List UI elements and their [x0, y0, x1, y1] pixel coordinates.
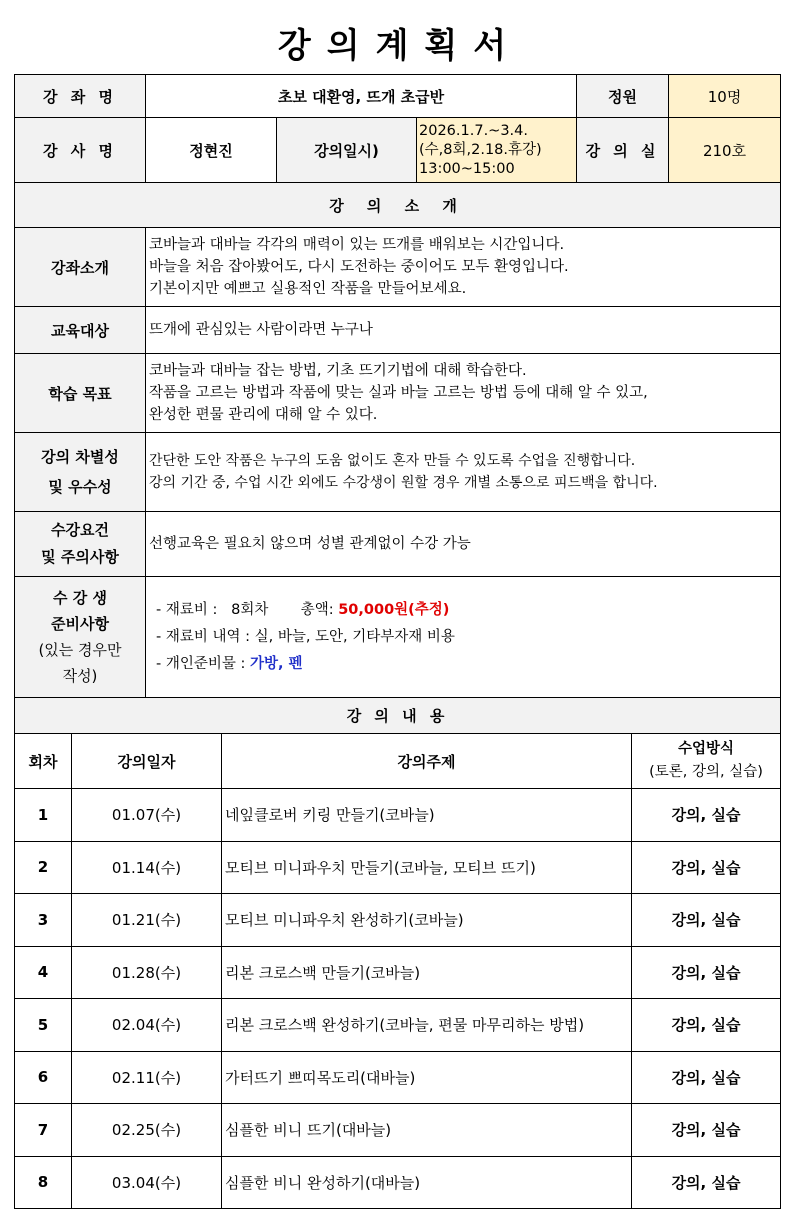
date-cell: 02.04(수) [72, 999, 222, 1052]
method-cell: 강의, 실습 [632, 894, 781, 947]
prep-personal-text: - 개인준비물 : [156, 655, 250, 672]
preparation-label-line: 수 강 생 [53, 589, 107, 607]
goal-label: 학습 목표 [15, 354, 146, 433]
course-name-value: 초보 대환영, 뜨개 초급반 [146, 75, 577, 118]
date-cell: 01.07(수) [72, 789, 222, 842]
room-value: 210호 [669, 118, 781, 183]
summary-line: 코바늘과 대바늘 각각의 매력이 있는 뜨개를 배워보는 시간입니다. [149, 237, 565, 253]
instructor-label: 강 사 명 [15, 118, 146, 183]
goal-line: 작품을 고르는 방법과 작품에 맞는 실과 바늘 고르는 방법 등에 대해 알 수 있고, [149, 385, 648, 401]
schedule-value [417, 118, 577, 183]
header-date: 강의일자 [72, 734, 222, 789]
prep-fee-text: - 재료비 : 8회차 총액: [156, 601, 339, 618]
course-name-label: 강 좌 명 [15, 75, 146, 118]
topic-cell: 심플한 비니 완성하기(대바늘) [222, 1156, 632, 1209]
method-cell: 강의, 실습 [632, 999, 781, 1052]
capacity-label: 정원 [577, 75, 669, 118]
date-cell: 02.25(수) [72, 1104, 222, 1157]
strength-label-line: 및 우수성 [48, 478, 112, 496]
table-row [15, 841, 781, 894]
summary-line: 기본이지만 예쁘고 실용적인 작품을 만들어보세요. [149, 281, 467, 297]
table-row [15, 1156, 781, 1209]
summary-line: 바늘을 처음 잡아봤어도, 다시 도전하는 중이어도 모두 환영입니다. [149, 259, 569, 275]
topic-cell: 네잎클로버 키링 만들기(코바늘) [222, 789, 632, 842]
strength-line: 간단한 도안 작품은 누구의 도움 없이도 혼자 만들 수 있도록 수업을 진행합니다. [149, 453, 636, 469]
topic-cell: 심플한 비니 뜨기(대바늘) [222, 1104, 632, 1157]
prep-detail-line: - 재료비 내역 : 실, 바늘, 도안, 기타부자재 비용 [156, 628, 455, 645]
round-cell: 4 [15, 946, 72, 999]
topic-cell: 리본 크로스백 완성하기(코바늘, 편물 마무리하는 방법) [222, 999, 632, 1052]
requirement-label-line: 수강요건 [51, 521, 109, 539]
round-cell: 6 [15, 1051, 72, 1104]
summary-value [146, 228, 781, 307]
goal-line: 완성한 편물 관리에 대해 알 수 있다. [149, 407, 378, 423]
method-cell: 강의, 실습 [632, 789, 781, 842]
round-cell: 2 [15, 841, 72, 894]
preparation-label-line: 작성) [62, 667, 98, 685]
round-cell: 3 [15, 894, 72, 947]
date-cell: 02.11(수) [72, 1051, 222, 1104]
topic-cell: 모티브 미니파우치 만들기(코바늘, 모티브 뜨기) [222, 841, 632, 894]
round-cell: 5 [15, 999, 72, 1052]
preparation-label-line: 준비사항 [51, 615, 109, 633]
prep-personal-items: 가방, 펜 [249, 655, 303, 672]
preparation-value [146, 577, 781, 698]
topic-cell: 리본 크로스백 만들기(코바늘) [222, 946, 632, 999]
schedule-line: (수,8회,2.18.휴강) [419, 141, 542, 158]
content-section-title: 강 의 내 용 [15, 698, 781, 734]
target-value: 뜨개에 관심있는 사람이라면 누구나 [146, 307, 781, 354]
round-cell: 8 [15, 1156, 72, 1209]
schedule-line: 13:00~15:00 [419, 160, 515, 177]
plan-table [14, 74, 781, 698]
table-row [15, 1051, 781, 1104]
date-cell: 01.14(수) [72, 841, 222, 894]
header-round: 회차 [15, 734, 72, 789]
header-method [632, 734, 781, 789]
table-row [15, 789, 781, 842]
header-method-title: 수업방식 [677, 741, 735, 757]
intro-section-title: 강 의 소 개 [15, 183, 781, 228]
page-title: 강의계획서 [277, 26, 523, 66]
table-row [15, 946, 781, 999]
target-label: 교육대상 [15, 307, 146, 354]
header-topic: 강의주제 [222, 734, 632, 789]
strength-label [15, 433, 146, 512]
requirement-value: 선행교육은 필요치 않으며 성별 관계없이 수강 가능 [146, 512, 781, 577]
method-cell: 강의, 실습 [632, 946, 781, 999]
strength-line: 강의 기간 중, 수업 시간 외에도 수강생이 원할 경우 개별 소통으로 피드백을 합니다. [149, 475, 658, 491]
summary-label: 강좌소개 [15, 228, 146, 307]
topic-cell: 모티브 미니파우치 완성하기(코바늘) [222, 894, 632, 947]
date-cell: 01.21(수) [72, 894, 222, 947]
requirement-label-line: 및 주의사항 [41, 548, 119, 566]
prep-fee-line [156, 597, 780, 624]
strength-value [146, 433, 781, 512]
date-cell: 03.04(수) [72, 1156, 222, 1209]
goal-line: 코바늘과 대바늘 잡는 방법, 기초 뜨기기법에 대해 학습한다. [149, 363, 527, 379]
goal-value [146, 354, 781, 433]
requirement-label [15, 512, 146, 577]
method-cell: 강의, 실습 [632, 1156, 781, 1209]
schedule-line: 2026.1.7.~3.4. [419, 122, 528, 139]
table-row [15, 1104, 781, 1157]
round-cell: 1 [15, 789, 72, 842]
strength-label-line: 강의 차별성 [41, 448, 119, 466]
preparation-label-line: (있는 경우만 [38, 641, 122, 659]
instructor-value: 정현진 [146, 118, 277, 183]
prep-personal-line [156, 651, 780, 678]
table-row [15, 894, 781, 947]
room-label: 강 의 실 [577, 118, 669, 183]
prep-fee-total: 50,000원(추정) [338, 601, 450, 618]
topic-cell: 가터뜨기 쁘띠목도리(대바늘) [222, 1051, 632, 1104]
content-table [14, 697, 781, 1209]
table-row [15, 999, 781, 1052]
header-method-sub: (토론, 강의, 실습) [649, 764, 763, 780]
preparation-label [15, 577, 146, 698]
method-cell: 강의, 실습 [632, 841, 781, 894]
method-cell: 강의, 실습 [632, 1104, 781, 1157]
capacity-value: 10명 [669, 75, 781, 118]
method-cell: 강의, 실습 [632, 1051, 781, 1104]
schedule-label: 강의일시) [277, 118, 417, 183]
date-cell: 01.28(수) [72, 946, 222, 999]
round-cell: 7 [15, 1104, 72, 1157]
